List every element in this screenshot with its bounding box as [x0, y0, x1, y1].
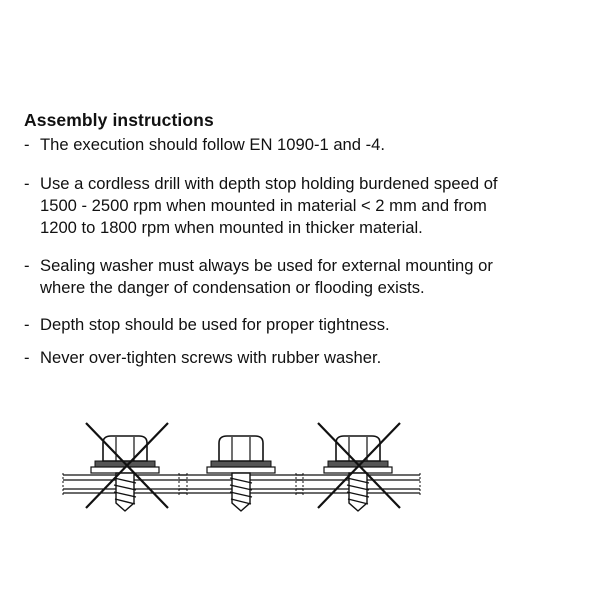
screw-figure-incorrect-right — [296, 423, 420, 511]
bullet-dash: - — [24, 348, 30, 367]
instruction-line: 1500 - 2500 rpm when mounted in material < 2 mm and from — [40, 196, 487, 215]
bullet-dash: - — [24, 315, 30, 334]
screw-figure-incorrect-left — [63, 423, 187, 511]
screw-figure-correct — [179, 436, 303, 511]
section-title: Assembly instructions — [24, 110, 214, 130]
instruction-line: The execution should follow EN 1090-1 and -4. — [40, 135, 385, 154]
instruction-line: Never over-tighten screws with rubber washer. — [40, 348, 382, 367]
instruction-line: Use a cordless drill with depth stop holding burdened speed of — [40, 174, 498, 193]
instruction-line: 1200 to 1800 rpm when mounted in thicker material. — [40, 218, 423, 237]
instruction-line: Depth stop should be used for proper tightness. — [40, 315, 390, 334]
screw-mounting-illustrations — [0, 420, 600, 530]
instruction-line: where the danger of condensation or flooding exists. — [40, 278, 425, 297]
bullet-dash: - — [24, 135, 30, 154]
bullet-dash: - — [24, 256, 30, 275]
bullet-dash: - — [24, 174, 30, 193]
instruction-line: Sealing washer must always be used for external mounting or — [40, 256, 493, 275]
